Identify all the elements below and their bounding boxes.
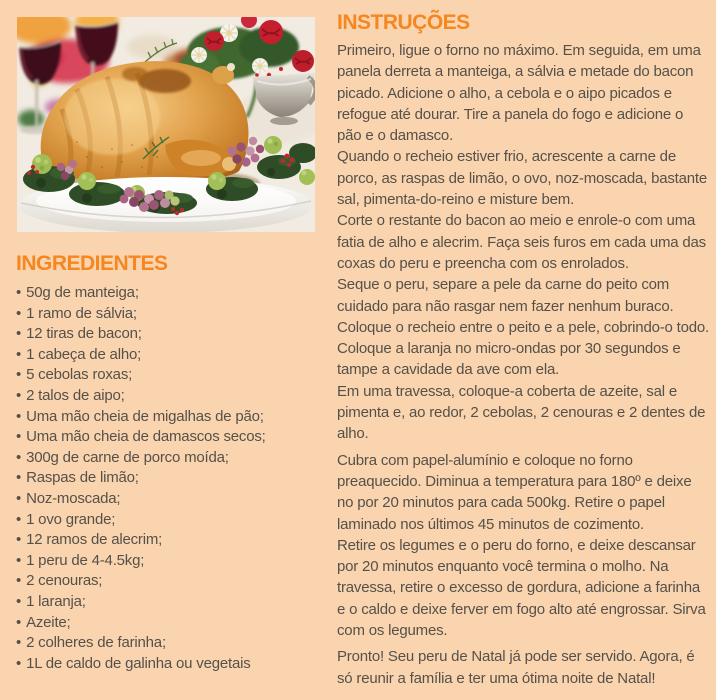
instruction-paragraph: Quando o recheio estiver frio, acrescente a carne de porco, as raspas de limão, o ovo, noz-moscada, bastante sal, pimenta-do-reino e misture bem. (337, 148, 708, 209)
bullet-icon: • (16, 366, 22, 384)
bullet-icon: • (16, 345, 22, 363)
bullet-icon: • (16, 654, 22, 672)
instruction-paragraph: Corte o restante do bacon ao meio e enrole-o com uma fatia de alho e alecrim. Faça seis furos em cada uma das coxas do peru e preencha com os enrolados. (337, 212, 706, 272)
ingredient-text: Uma mão cheia de migalhas de pão; (26, 407, 264, 425)
bullet-icon: • (16, 634, 22, 652)
ingredient-item (16, 633, 328, 654)
instruction-paragraph: Coloque a laranja no micro-ondas por 30 segundos e tampe a cavidade da ave com ela. (337, 340, 681, 379)
instruction-paragraph: Em uma travessa, coloque-a coberta de azeite, sal e pimenta e, ao redor, 2 cebolas, 2 cenouras e 2 dentes de alho. (337, 382, 706, 443)
bullet-icon: • (16, 469, 22, 487)
ingredient-text: 1 laranja; (26, 592, 86, 610)
ingredient-text: Noz-moscada; (26, 489, 121, 507)
ingredient-item (16, 304, 328, 325)
ingredient-item (16, 571, 328, 592)
ingredient-item (16, 530, 328, 551)
ingredient-text: 2 colheres de farinha; (26, 634, 166, 652)
bullet-icon: • (16, 304, 22, 322)
ingredient-item (16, 427, 328, 448)
ingredient-text: 12 tiras de bacon; (26, 325, 142, 343)
ingredient-item (16, 551, 328, 572)
bullet-icon: • (16, 613, 22, 631)
recipe-photo (17, 17, 315, 232)
ingredient-item (16, 407, 328, 428)
instruction-paragraph: Pronto! Seu peru de Natal já pode ser servido. Agora, é só reunir a família e ter uma ótima noite de Natal! (337, 648, 695, 687)
bullet-icon: • (16, 428, 22, 446)
ingredient-text: 1 peru de 4-4.5kg; (26, 551, 145, 569)
ingredient-item (16, 386, 328, 407)
ingredient-item (16, 510, 328, 531)
ingredient-text: 1 ovo grande; (26, 510, 116, 528)
instructions-title: INSTRUÇÕES (337, 11, 470, 34)
ingredient-text: 1 ramo de sálvia; (26, 304, 137, 322)
bullet-icon: • (16, 284, 22, 301)
bullet-icon: • (16, 531, 22, 549)
instruction-paragraph: Cubra com papel-alumínio e coloque no forno preaquecido. Diminua a temperatura para 180º e deixe no por 20 minutos para cada 500kg. Retire o papel laminado nos últimos 45 minutos de cozimento. (337, 451, 692, 533)
ingredient-item (16, 365, 328, 386)
ingredient-text: Uma mão cheia de damascos secos; (26, 428, 266, 446)
ingredients-title: INGREDIENTES (16, 252, 168, 275)
ingredient-text: 1L de caldo de galinha ou vegetais (26, 654, 251, 672)
ingredient-text: 1 cabeça de alho; (26, 345, 142, 363)
ingredient-item (16, 345, 328, 366)
ingredients-section (16, 252, 328, 674)
ingredient-item (16, 324, 328, 345)
ingredient-text: 300g de carne de porco moída; (26, 448, 229, 466)
ingredient-text: 50g de manteiga; (26, 284, 139, 301)
bullet-icon: • (16, 448, 22, 466)
bullet-icon: • (16, 489, 22, 507)
ingredient-text: Raspas de limão; (26, 469, 139, 487)
ingredient-item (16, 489, 328, 510)
ingredient-text: 2 talos de aipo; (26, 386, 125, 404)
bullet-icon: • (16, 572, 22, 590)
ingredient-text: 5 cebolas roxas; (26, 366, 133, 384)
bullet-icon: • (16, 510, 22, 528)
instruction-paragraph: Primeiro, ligue o forno no máximo. Em seguida, em uma panela derreta a manteiga, a sálvia e metade do bacon picado. Adicione o alho, a cebola e o aipo picados e refogue até dourar. Tire a panela do fogo e adicione o pão e o damasco. (337, 42, 701, 145)
turkey-photo-illustration (17, 17, 315, 232)
bullet-icon: • (16, 386, 22, 404)
instruction-paragraph: Retire os legumes e o peru do forno, e deixe descansar por 20 minutos enquanto você termina o molho. Na travessa, retire o excesso de gordura, adicione a farinha e o caldo e deixe ferver em fogo alto até engrossar. Sirva com os legumes. (337, 536, 706, 640)
ingredient-item (16, 592, 328, 613)
ingredient-item (16, 654, 328, 675)
ingredients-list (16, 283, 328, 674)
ingredient-item (16, 448, 328, 469)
ingredient-item (16, 468, 328, 489)
bullet-icon: • (16, 551, 22, 569)
ingredient-item (16, 613, 328, 634)
instructions-body (337, 40, 709, 689)
ingredient-text: 2 cenouras; (26, 572, 103, 590)
ingredient-text: Azeite; (26, 613, 71, 631)
instructions-section (337, 11, 709, 689)
bullet-icon: • (16, 592, 22, 610)
bullet-icon: • (16, 325, 22, 343)
instruction-paragraph: Seque o peru, separe a pele da carne do peito com cuidado para não rasgar nem fazer nenhum buraco. Coloque o recheio entre o peito e a pele, cobrindo-o todo. (337, 276, 709, 336)
bullet-icon: • (16, 407, 22, 425)
ingredient-item (16, 283, 328, 304)
ingredient-text: 12 ramos de alecrim; (26, 531, 163, 549)
